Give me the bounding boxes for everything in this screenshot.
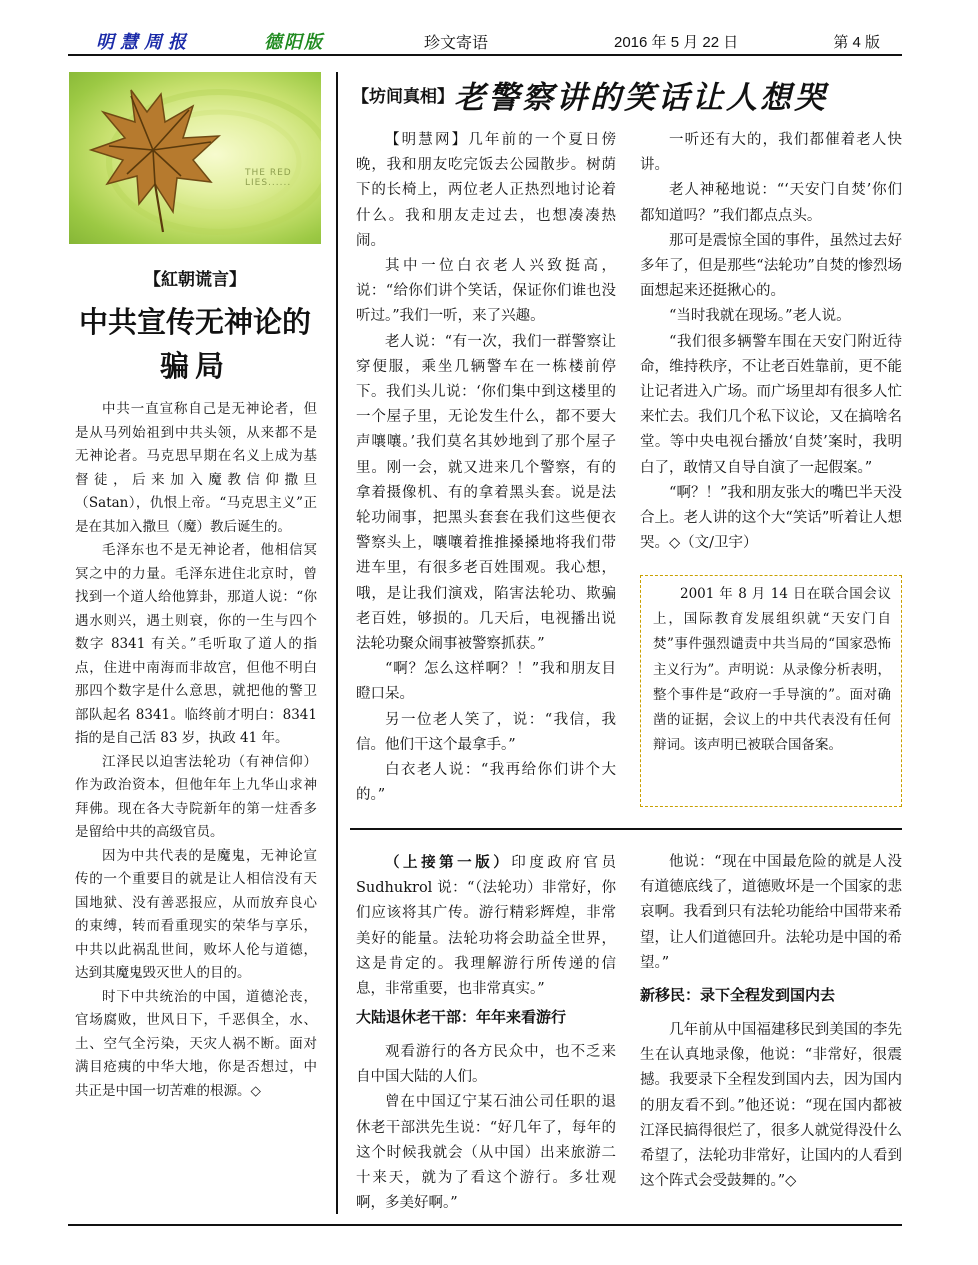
bottom-article-col1-rest xyxy=(356,1040,616,1216)
bottom-paragraph: 他说：“现在中国最危险的就是人没有道德底线了，道德败坏是一个国家的悲哀啊。我看到只有法轮功能给中国带来希望，让人们道德回升。法轮功是中国的希望。” xyxy=(640,854,902,971)
bottom-paragraph: 曾在中国辽宁某石油公司任职的退休老干部洪先生说：“好几年了，每年的这个时候我就会（从中国）出来旅游二十来天，就为了看这个游行。多壮观啊，多美好啊。” xyxy=(356,1094,616,1212)
bottom-subhead-1: 大陆退休老干部：年年来看游行 xyxy=(356,1008,567,1026)
top-article-col2 xyxy=(640,128,902,556)
left-title xyxy=(69,300,321,388)
top-paragraph: “啊？！”我和朋友张大的嘴巴半天没合上。老人讲的这个大“笑话”听着让人想哭。◇（文/卫宇） xyxy=(640,484,902,552)
top-paragraph: 那可是震惊全国的事件，虽然过去好多年了，但是那些“法轮功”自焚的惨烈场面想起来还挺揪心的。 xyxy=(640,232,902,300)
top-paragraph: “当时我就在现场。”老人说。 xyxy=(669,308,851,325)
top-paragraph: 老人神秘地说：“‘天安门自焚’你们都知道吗？”我们都点点头。 xyxy=(640,182,902,224)
top-paragraph: 【明慧网】几年前的一个夏日傍晚，我和朋友吃完饭去公园散步。树荫下的长椅上，两位老人正热烈地讨论着什么。我和朋友走过去，也想凑凑热闹。 xyxy=(356,132,616,249)
issue-date: 2016 年 5 月 22 日 xyxy=(614,34,739,51)
left-kicker: 【紅朝谎言】 xyxy=(144,270,246,290)
left-article-body xyxy=(75,398,317,1103)
photo-watermark: THE RED LIES...... xyxy=(245,168,292,188)
bottom-subhead-2: 新移民：录下全程发到国内去 xyxy=(640,986,836,1004)
top-paragraph: “啊？怎么这样啊？！”我和朋友目瞪口呆。 xyxy=(356,661,616,703)
left-paragraph: 江泽民以迫害法轮功（有神信仰）作为政治资本，但他年年上九华山求神拜佛。现在各大寺院新年的第一炷香多是留给中共的高级官员。 xyxy=(75,753,317,840)
top-paragraph: 另一位老人笑了，说：“我信，我信。他们干这个最拿手。” xyxy=(356,711,616,753)
top-headline xyxy=(352,72,900,116)
top-paragraph: “我们很多辆警车围在天安门附近待命，维持秩序，不让老百姓靠前，更不能让记者进入广场。而广场里却有很多人忙来忙去。我们几个私下议论，又在搞啥名堂。等中央电视台播放‘自焚’案时，我明白了，敢情又自导自演了一起假案。” xyxy=(640,333,902,476)
masthead-rule xyxy=(68,54,902,56)
sidebar-note-box xyxy=(640,575,902,807)
section-rule xyxy=(350,828,902,830)
bottom-article-col2 xyxy=(640,850,902,976)
top-kicker: 【坊间真相】 xyxy=(352,87,454,107)
bottom-paragraph: 观看游行的各方民众中，也不乏来自中国大陆的人们。 xyxy=(356,1044,616,1086)
section-name: 珍文寄语 xyxy=(424,33,489,52)
bottom-paragraph: 几年前从中国福建移民到美国的李先生在认真地录像，他说：“非常好，很震撼。我要录下全程发到国内去，因为国内的朋友看不到。”他还说：“现在国内都被江泽民搞得很烂了，很多人就觉得没什么希望了，法轮功非常好，让国内的人看到这个阵式会受鼓舞的。”◇ xyxy=(640,1022,902,1190)
left-paragraph: 因为中共代表的是魔鬼，无神论宣传的一个重要目的就是让人相信没有天国地狱、没有善恶报应，从而放弃良心的束缚，转而看重现实的荣华与享乐，中共以此祸乱世间，败坏人伦与道德，达到其魔鬼毁灭世人的目的。 xyxy=(75,847,317,981)
top-paragraph: 白衣老人说：“我再给你们讲个大的。” xyxy=(356,762,616,804)
page-number: 第 4 版 xyxy=(833,34,880,51)
left-title-line1: 中共宣传无神论的 xyxy=(78,305,311,339)
column-divider xyxy=(336,72,338,1214)
top-paragraph: 其中一位白衣老人兴致挺高，说：“给你们讲个笑话，保证你们谁也没听过。”我们一听，来了兴趣。 xyxy=(356,258,616,325)
bottom-article-col2-rest xyxy=(640,1018,902,1194)
top-article-col1 xyxy=(356,128,616,808)
bottom-lead-paragraph xyxy=(356,850,616,1002)
top-paragraph: 一听还有大的，我们都催着老人快讲。 xyxy=(640,132,902,174)
left-paragraph: 毛泽东也不是无神论者，他相信冥冥之中的力量。毛泽东进住北京时，曾找到一个道人给他算卦，那道人说：“你遇水则兴，遇土则衰，你的一生与四个数字 8341 有关。”毛听取了道人的指点，住进中南海而非故宫，但他不明白那四个数字是什么意思，就把他的警卫部队起名 8341。临终前才明白：8341 指的是自己活 83 岁，执政 41 年。 xyxy=(75,542,317,746)
footer-rule xyxy=(68,1224,902,1226)
masthead xyxy=(68,22,902,56)
continued-tag: （上接第一版） xyxy=(385,854,512,871)
edition-name: 德阳版 xyxy=(264,32,324,53)
bottom-article-col1 xyxy=(356,850,616,1002)
top-paragraph: 老人说：“有一次，我们一群警察让穿便服，乘坐几辆警车在一栋楼前停下。我们头儿说：‘你们集中到这楼里的一个屋子里，无论发生什么，都不要大声嚷嚷。’我们莫名其妙地到了那个屋子里。刚一会，就又进来几个警察，有的拿着摄像机、有的拿着黑头套。说是法轮功闹事，把黑头套套在我们这些便衣警察头上，嚷嚷着推推搡搡地将我们带进车里，有很多老百姓围观。我心想，哦，是让我们演戏，陷害法轮功、欺骗老百姓，够损的。几天后，电视播出说法轮功聚众闹事被警察抓获。” xyxy=(356,333,616,653)
publication-name: 明慧周报 xyxy=(96,32,192,53)
bottom-lead-text: 印度政府官员 Sudhukrol 说：“（法轮功）非常好，你们应该将其广传。游行精彩辉煌，非常美好的能量。法轮功将会助益全世界，这是肯定的。我理解游行所传递的信息，非常重要，也非常真实。” xyxy=(356,855,617,998)
left-paragraph: 时下中共统治的中国，道德沦丧，官场腐败，世风日下，千恶俱全，水、土、空气全污染，天灾人祸不断。面对满目疮痍的中华大地，你是否想过，中共正是中国一切苦难的根源。◇ xyxy=(75,988,317,1099)
leaf-photo xyxy=(69,72,321,244)
sidebar-note-text: 2001 年 8 月 14 日在联合国会议上，国际教育发展组织就“天安门自焚”事件强烈谴责中共当局的“国家恐怖主义行为”。声明说：从录像分析表明，整个事件是“政府一手导演的”。面对确凿的证据，会议上的中共代表没有任何辩词。该声明已被联合国备案。 xyxy=(653,586,891,754)
top-title: 老警察讲的笑话让人想哭 xyxy=(454,80,828,116)
left-paragraph: 中共一直宣称自己是无神论者，但是从马列始祖到中共头领，从来都不是无神论者。马克思早期在名义上成为基督徒，后来加入魔教信仰撒旦（Satan），仇恨上帝。“马克思主义”正是在其加入撒旦（魔）教后诞生的。 xyxy=(75,401,317,535)
maple-leaf-icon xyxy=(69,72,321,244)
left-title-line2: 骗局 xyxy=(159,349,230,383)
